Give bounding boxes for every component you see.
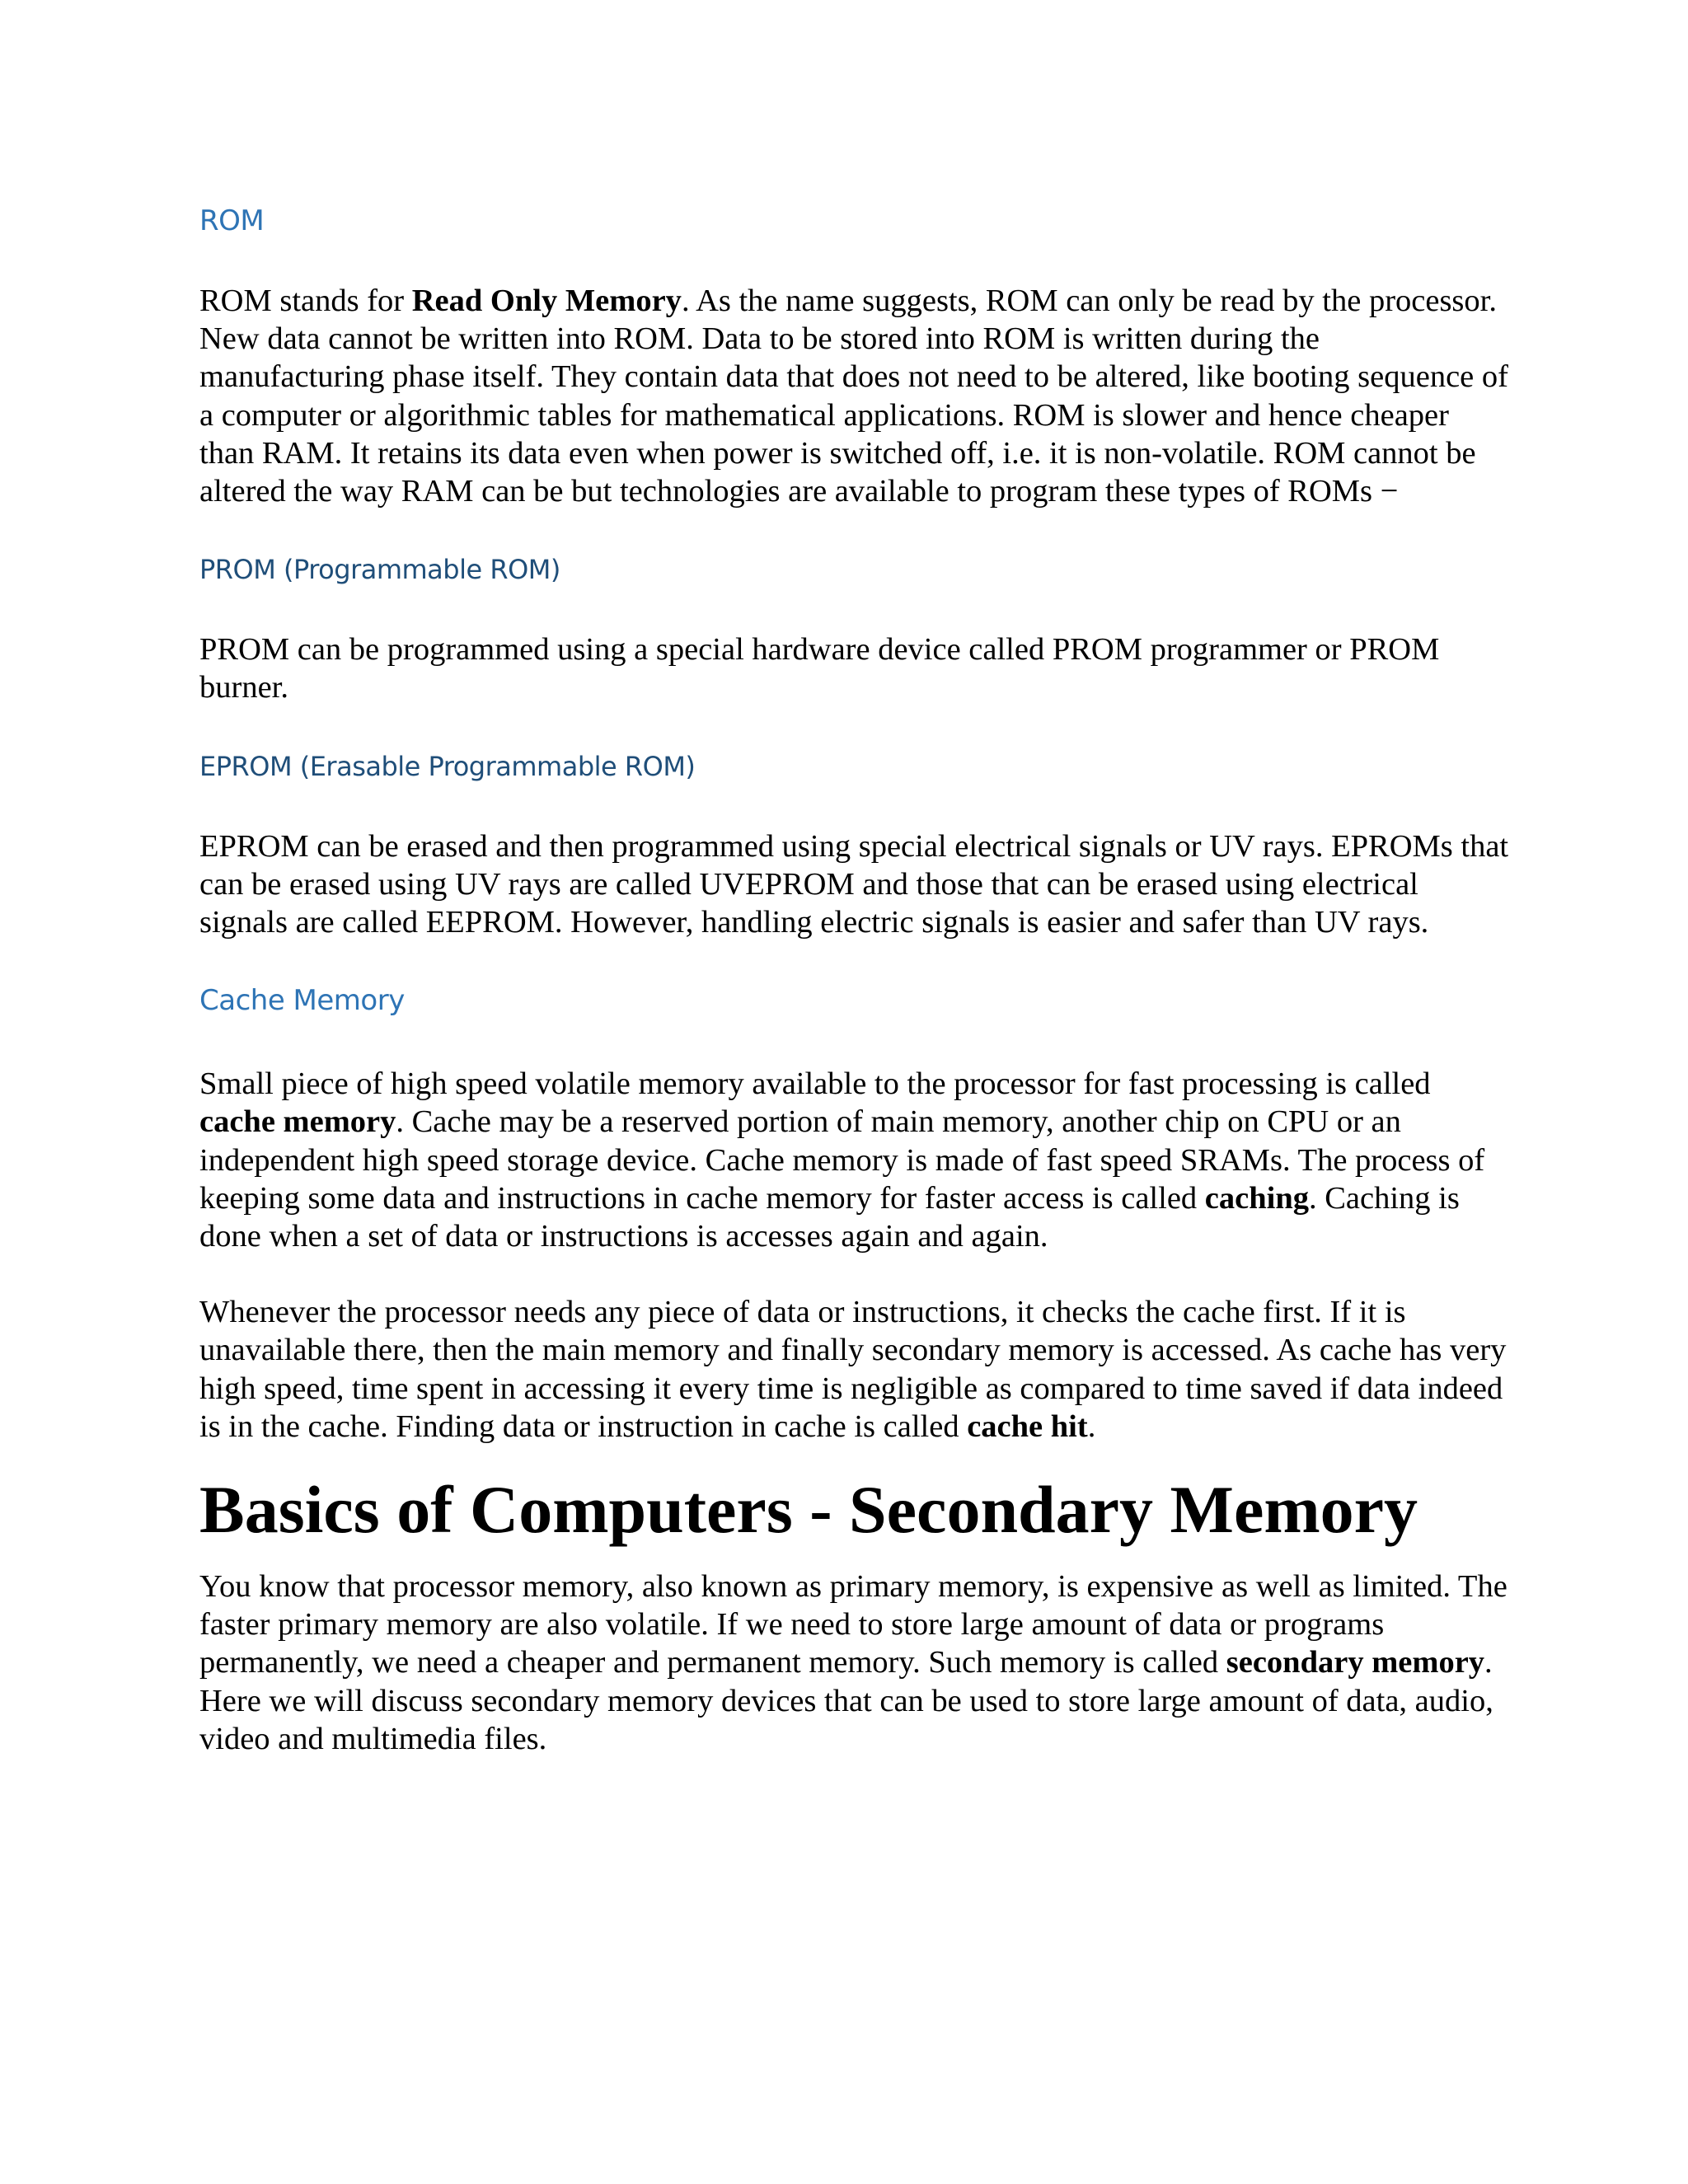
- prom-heading: PROM (Programmable ROM): [199, 554, 560, 586]
- secondary-memory-paragraph-text-1: You know that processor memory, also known as primary memory, is expensive as well as limited. The faster primary memory are also volatile. If we need to store large amount of data or programs permanently, we need a cheaper and permanent memory. Such memory is called: [199, 1569, 1507, 1680]
- cache-paragraph-2-text-1: Whenever the processor needs any piece of data or instructions, it checks the cache first. If it is unavailable there, then the main memory and finally secondary memory is accessed. As cache has very high speed, time spent in accessing it every time is negligible as compared to time saved if data indeed is in the cache. Finding data or instruction in cache is called: [199, 1295, 1507, 1444]
- secondary-memory-paragraph: [199, 1568, 1510, 1758]
- secondary-memory-paragraph-bold: secondary memory: [1226, 1645, 1485, 1680]
- prom-paragraph: PROM can be programmed using a special hardware device called PROM programmer or PROM burner.: [199, 632, 1440, 705]
- secondary-memory-title: Basics of Computers - Secondary Memory: [199, 1472, 1418, 1548]
- cache-paragraph-2: [199, 1293, 1510, 1446]
- rom-paragraph-text-1: ROM stands for: [199, 284, 412, 318]
- cache-paragraph-1-text-2: . Cache may be a reserved portion of main memory, another chip on CPU or an independent high speed storage device. Cache memory is made of fast speed SRAMs. The process of keeping some data and instructions in cache memory for faster access is called: [199, 1104, 1485, 1216]
- rom-paragraph-text-2: . As the name suggests, ROM can only be read by the processor. New data cannot be written into ROM. Data to be stored into ROM is written during the manufacturing phase itself. They contain data that does not need to be altered, like booting sequence of a computer or algorithmic tables for mathematical applications. ROM is slower and hence cheaper than RAM. It retains its data even when power is switched off, i.e. it is non-volatile. ROM cannot be altered the way RAM can be but technologies are available to program these types of ROMs −: [199, 284, 1508, 509]
- cache-paragraph-1-text-1: Small piece of high speed volatile memory available to the processor for fast processing is called: [199, 1066, 1431, 1102]
- rom-heading: ROM: [199, 204, 265, 237]
- cache-paragraph-1-bold-2: caching: [1204, 1180, 1309, 1216]
- cache-paragraph-1: [199, 1065, 1510, 1255]
- cache-heading: Cache Memory: [199, 984, 405, 1018]
- eprom-paragraph: EPROM can be erased and then programmed using special electrical signals or UV rays. EPROMs that can be erased using UV rays are called UVEPROM and those that can be erased using electrical signals are called EEPROM. However, handling electric signals is easier and safer than UV rays.: [199, 828, 1509, 940]
- page-content: [199, 196, 1510, 1758]
- cache-paragraph-2-bold: cache hit: [967, 1408, 1088, 1444]
- secondary-memory-paragraph-text-2: . Here we will discuss secondary memory devices that can be used to store large amount of data, audio, video and multimedia files.: [199, 1645, 1493, 1756]
- rom-paragraph: [199, 282, 1510, 510]
- cache-paragraph-2-text-2: .: [1087, 1408, 1096, 1444]
- cache-paragraph-1-text-3: . Caching is done when a set of data or instructions is accesses again and again.: [199, 1180, 1460, 1254]
- rom-paragraph-bold: Read Only Memory: [411, 284, 682, 318]
- eprom-heading: EPROM (Erasable Programmable ROM): [199, 750, 696, 782]
- cache-paragraph-1-bold-1: cache memory: [199, 1104, 396, 1140]
